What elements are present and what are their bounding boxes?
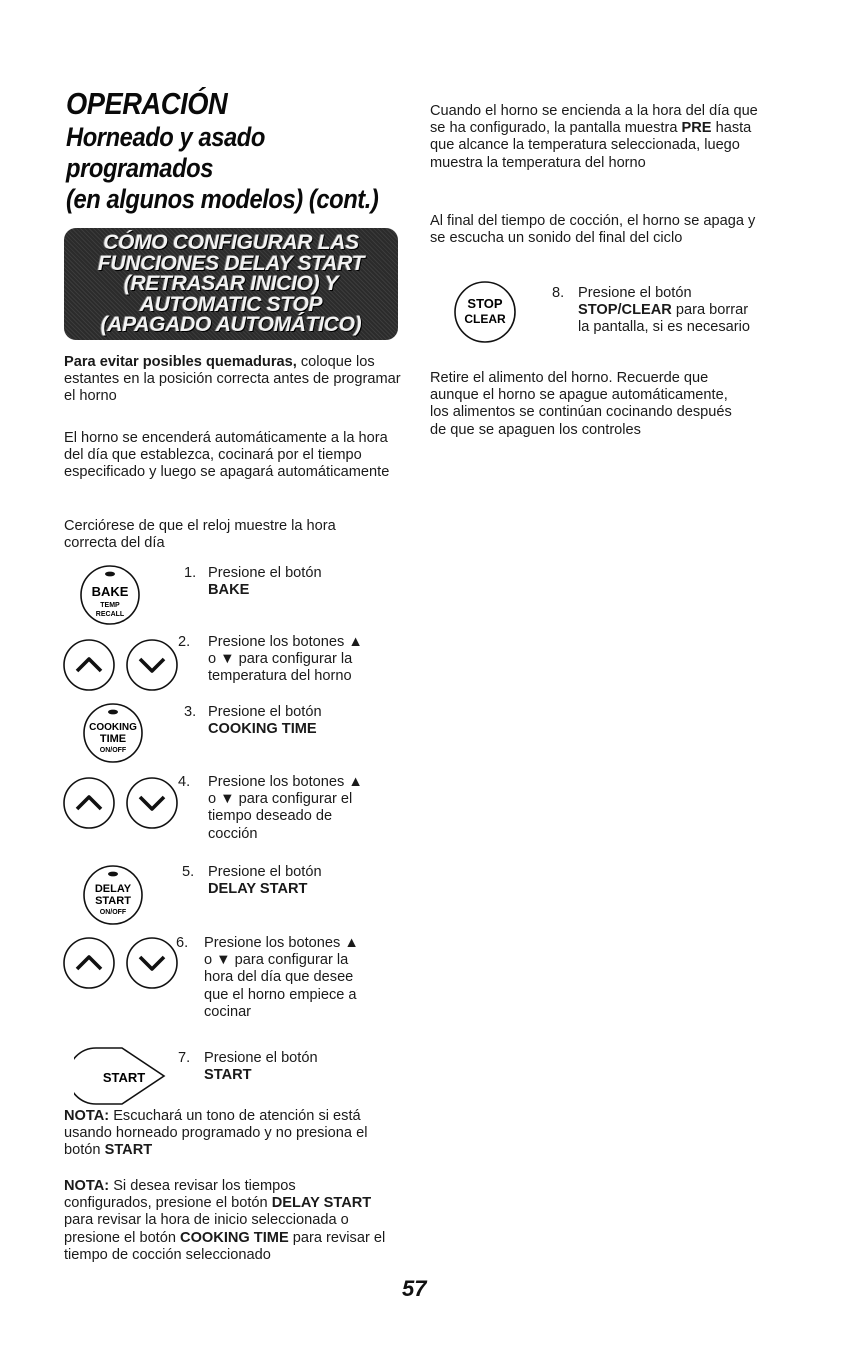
- svg-text:STOP: STOP: [467, 296, 503, 311]
- clock-paragraph: Cerciórese de que el reloj muestre la hora correcta del día: [64, 518, 336, 552]
- stop-clear-button-icon: [448, 277, 522, 347]
- step-4-text: Presione los botones ▲ o ▼ para configurar el tiempo deseado de cocción: [208, 774, 363, 842]
- warning-text: coloque los estantes en la posición correcta antes de programar el horno: [64, 354, 401, 405]
- right-paragraph-3: Retire el alimento del horno. Recuerde que aunque el horno se apague automáticamente, los alimentos se continúan cocinando después de que se apaguen los controles: [430, 370, 732, 438]
- arrow-buttons-icon: [60, 774, 184, 832]
- step-6-text: Presione los botones ▲ o ▼ para configurar la hora del día que desee que el horno empiece a cocinar: [204, 935, 359, 1020]
- svg-text:START: START: [102, 1070, 146, 1085]
- step-7-number: 7.: [178, 1050, 191, 1066]
- svg-text:COOKING: COOKING: [89, 722, 137, 733]
- start-button-icon: [74, 1044, 170, 1108]
- delay-start-button-icon: [80, 862, 146, 928]
- step-7-button-name: START: [204, 1067, 252, 1084]
- svg-text:TEMP: TEMP: [100, 602, 120, 609]
- banner-line-1: CÓMO CONFIGURAR LAS: [103, 231, 359, 254]
- step-4-number: 4.: [178, 774, 191, 790]
- cooking-time-button-icon: [80, 700, 146, 766]
- warning-bold: Para evitar posibles quemaduras,: [64, 354, 297, 370]
- svg-text:ON/OFF: ON/OFF: [99, 747, 127, 754]
- step-2-number: 2.: [178, 634, 191, 650]
- svg-text:RECALL: RECALL: [95, 611, 125, 618]
- page-number: 57: [402, 1276, 427, 1301]
- step-3-text: Presione el botón COOKING TIME: [208, 704, 322, 738]
- svg-text:BAKE: BAKE: [91, 584, 129, 599]
- section-banner: [64, 228, 398, 340]
- step-1-number: 1.: [184, 565, 197, 581]
- subtitle-line-1: Horneado y asado: [66, 122, 265, 152]
- banner-line-2: FUNCIONES DELAY START: [97, 251, 365, 275]
- right-paragraph-2: Al final del tiempo de cocción, el horno se apaga y se escucha un sonido del final del ciclo: [430, 213, 756, 247]
- banner-line-3: (RETRASAR INICIO) Y: [123, 272, 339, 295]
- note-1: NOTA: Escuchará un tono de atención si está usando horneado programado y no presiona el botón START: [64, 1108, 368, 1159]
- warning-paragraph: [64, 354, 404, 406]
- subtitle-line-2: programados: [66, 153, 214, 183]
- step-1-text: Presione el botón BAKE: [208, 565, 322, 599]
- banner-line-4: AUTOMATIC STOP: [139, 292, 323, 316]
- step-6-number: 6.: [176, 935, 189, 951]
- bake-button-icon: [78, 562, 142, 628]
- step-1-button-name: BAKE: [208, 582, 250, 599]
- step-7-text: Presione el botón START: [204, 1050, 318, 1084]
- step-5-text: Presione el botón DELAY START: [208, 864, 322, 898]
- section-title: OPERACIÓN: [66, 86, 228, 121]
- arrow-buttons-icon: [60, 934, 184, 992]
- step-8-button-name: STOP/CLEAR: [578, 302, 672, 319]
- svg-text:CLEAR: CLEAR: [464, 312, 506, 326]
- svg-text:START: START: [95, 895, 131, 907]
- step-8-text: Presione el botón STOP/CLEAR para borrar la pantalla, si es necesario: [578, 285, 750, 336]
- banner-line-5: (APAGADO AUTOMÁTICO): [100, 313, 362, 336]
- step-2-text: Presione los botones ▲ o ▼ para configurar la temperatura del horno: [208, 634, 363, 685]
- step-3-button-name: COOKING TIME: [208, 721, 317, 738]
- step-8-number: 8.: [552, 285, 565, 301]
- svg-text:TIME: TIME: [99, 733, 127, 745]
- arrow-buttons-icon: [60, 636, 184, 694]
- step-5-button-name: DELAY START: [208, 881, 308, 898]
- svg-text:ON/OFF: ON/OFF: [99, 909, 127, 916]
- svg-text:DELAY: DELAY: [94, 883, 132, 895]
- auto-paragraph: El horno se encenderá automáticamente a la hora del día que establezca, cocinará por el tiempo especificado y luego se apagará automáticamente: [64, 430, 390, 481]
- subtitle-line-3: (en algunos modelos) (cont.): [66, 184, 379, 214]
- step-3-number: 3.: [184, 704, 197, 720]
- right-paragraph-1: Cuando el horno se encienda a la hora del día que se ha configurado, la pantalla muestra PRE hasta que alcance la temperatura seleccionada, luego muestra la temperatura del horno: [430, 103, 758, 171]
- note-2: NOTA: Si desea revisar los tiempos configurados, presione el botón DELAY START para revisar la hora de inicio seleccionada o presione el botón COOKING TIME para revisar el tiempo de cocción seleccionado: [64, 1178, 386, 1263]
- step-5-number: 5.: [182, 864, 195, 880]
